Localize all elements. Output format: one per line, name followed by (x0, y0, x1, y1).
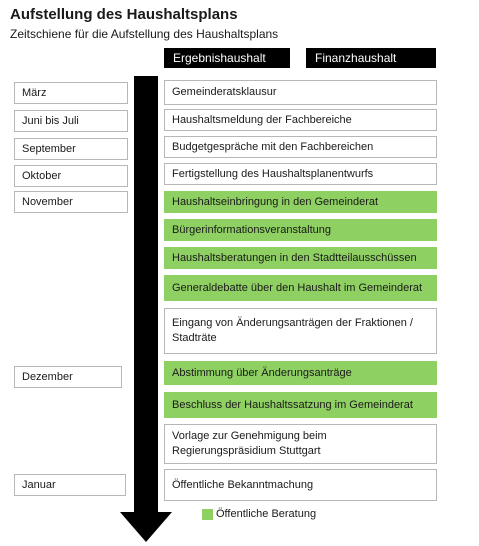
timeline-arrow-head (120, 512, 172, 542)
step-beschluss-haushaltssatzung: Beschluss der Haushaltssatzung im Gemeinderat (164, 392, 437, 418)
step-buergerinformation: Bürgerinformationsveranstaltung (164, 219, 437, 241)
legend (202, 508, 316, 520)
step-fertigstellung-entwurf: Fertigstellung des Haushaltsplanentwurfs (164, 163, 437, 185)
month-dezember: Dezember (14, 366, 122, 388)
step-abstimmung-aenderungsantraege: Abstimmung über Änderungsanträge (164, 361, 437, 385)
step-aenderungsantraege-eingang: Eingang von Änderungsanträgen der Fraktionen / Stadträte (164, 308, 437, 354)
legend-swatch (202, 509, 213, 520)
legend-label: Öffentliche Beratung (216, 508, 317, 520)
timeline-arrow-shaft (134, 76, 158, 516)
page-subtitle: Zeitschiene für die Aufstellung des Haushaltsplans (10, 27, 279, 41)
month-november: November (14, 191, 128, 213)
page-title: Aufstellung des Haushaltsplans (10, 6, 238, 23)
step-haushaltseinbringung: Haushaltseinbringung in den Gemeinderat (164, 191, 437, 213)
step-haushaltsmeldung: Haushaltsmeldung der Fachbereiche (164, 109, 437, 131)
step-gemeinderatsklausur: Gemeinderatsklausur (164, 80, 437, 105)
header-finanzhaushalt: Finanzhaushalt (306, 48, 436, 68)
month-januar: Januar (14, 474, 126, 496)
month-maerz: März (14, 82, 128, 104)
step-bekanntmachung: Öffentliche Bekanntmachung (164, 469, 437, 501)
step-generaldebatte: Generaldebatte über den Haushalt im Gemeinderat (164, 275, 437, 301)
month-september: September (14, 138, 128, 160)
month-oktober: Oktober (14, 165, 128, 187)
step-budgetgespraeche: Budgetgespräche mit den Fachbereichen (164, 136, 437, 158)
header-ergebnishaushalt: Ergebnishaushalt (164, 48, 290, 68)
month-juni-juli: Juni bis Juli (14, 110, 128, 132)
step-vorlage-genehmigung: Vorlage zur Genehmigung beim Regierungspräsidium Stuttgart (164, 424, 437, 464)
step-stadtteilausschuesse: Haushaltsberatungen in den Stadtteilausschüssen (164, 247, 437, 269)
